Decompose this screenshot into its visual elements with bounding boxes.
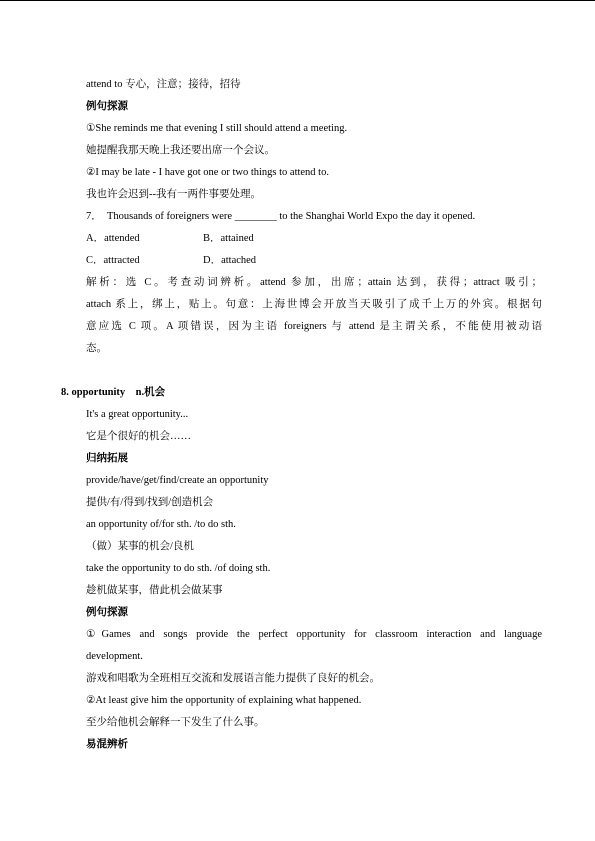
analysis-line: 意应选 C 项。A 项错误，因为主语 foreigners 与 attend 是主谓关系，不能使用被动语 bbox=[86, 321, 542, 332]
options-row-ab bbox=[86, 232, 254, 246]
example-sentence-zh: 我也许会迟到--我有一两件事要处理。 bbox=[86, 189, 261, 200]
options-row-cd bbox=[86, 254, 256, 268]
example-sentence-en: ①She reminds me that evening I still should attend a meeting. bbox=[86, 123, 348, 134]
analysis-line: attach 系上，绑上，贴上。句意：上海世博会开放当天吸引了成千上万的外宾。根据句 bbox=[86, 299, 542, 310]
option-b: B．attained bbox=[203, 233, 254, 244]
top-rule bbox=[0, 0, 595, 1]
example-sentence-en-cont: development. bbox=[86, 651, 143, 662]
phrase-zh: 提供/有/得到/找到/创造机会 bbox=[86, 497, 214, 508]
sentence-en: It's a great opportunity... bbox=[86, 409, 189, 420]
example-sentence-zh: 她提醒我那天晚上我还要出席一个会议。 bbox=[86, 145, 275, 156]
sentence-zh: 它是个很好的机会…… bbox=[86, 431, 191, 442]
phrase-en: an opportunity of/for sth. /to do sth. bbox=[86, 519, 236, 530]
example-sentence-en: ②At least give him the opportunity of explaining what happened. bbox=[86, 695, 362, 706]
confusion-heading: 易混辨析 bbox=[86, 739, 128, 750]
example-sentence-en: ②I may be late - I have got one or two things to attend to. bbox=[86, 167, 329, 178]
option-a: A．attended bbox=[86, 233, 140, 244]
example-sentence-en: ①Games and songs provide the perfect opportunity for classroom interaction and language bbox=[86, 629, 542, 640]
section-8-title: 8. opportunity n.机会 bbox=[61, 387, 166, 398]
question-7: 7． Thousands of foreigners were ________ to the Shanghai World Expo the day it opened. bbox=[86, 211, 476, 222]
analysis-line: 态。 bbox=[86, 343, 107, 354]
example-sentence-zh: 至少给他机会解释一下发生了什么事。 bbox=[86, 717, 265, 728]
option-d: D．attached bbox=[203, 255, 257, 266]
phrase-zh: （做）某事的机会/良机 bbox=[86, 541, 194, 552]
analysis-line: 解析：选 C。考查动词辨析。attend 参加，出席；attain 达到，获得；attract 吸引； bbox=[86, 277, 542, 288]
expand-heading: 归纳拓展 bbox=[86, 453, 128, 464]
phrase-zh: 趁机做某事，借此机会做某事 bbox=[86, 585, 223, 596]
example-heading: 例句探源 bbox=[86, 101, 128, 112]
example-heading: 例句探源 bbox=[86, 607, 128, 618]
phrase-en: provide/have/get/find/create an opportunity bbox=[86, 475, 269, 486]
option-c: C．attracted bbox=[86, 255, 140, 266]
phrase-en: take the opportunity to do sth. /of doing sth. bbox=[86, 563, 271, 574]
attend-to-definition: attend to 专心，注意；接待，招待 bbox=[86, 79, 241, 90]
example-sentence-zh: 游戏和唱歌为全班相互交流和发展语言能力提供了良好的机会。 bbox=[86, 673, 380, 684]
